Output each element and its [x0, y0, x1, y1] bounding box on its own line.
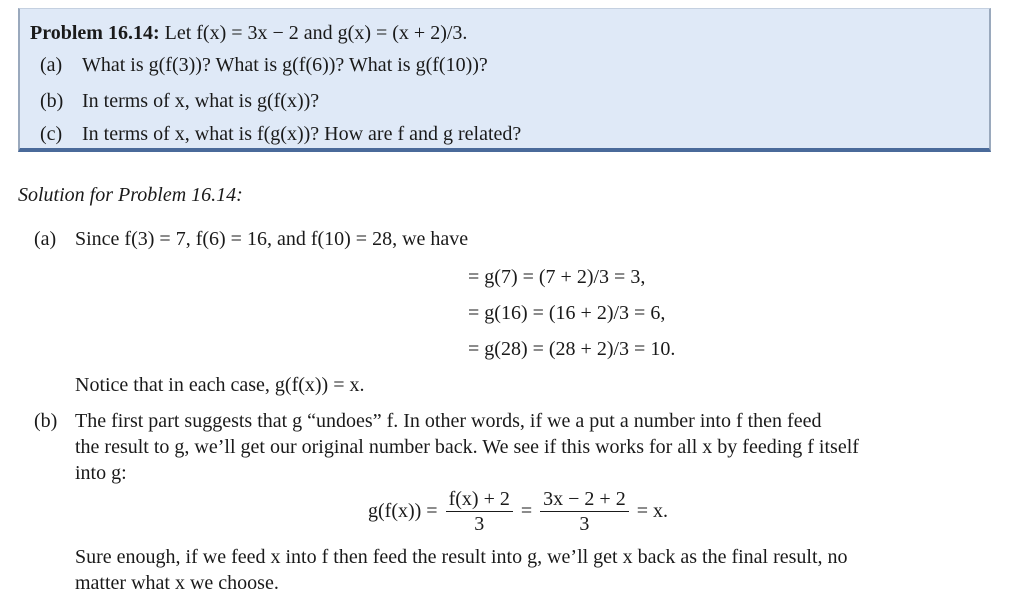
solution-part-a-note: Notice that in each case, g(f(x)) = x. — [75, 374, 365, 396]
solution-part-a-label: (a) — [34, 228, 57, 250]
equation-rhs: = g(16) = (16 + 2)/3 = 6, — [468, 302, 666, 324]
solution-part-a-intro: Since f(3) = 7, f(6) = 16, and f(10) = 28, we have — [75, 228, 469, 250]
part-text: What is g(f(3))? What is g(f(6))? What is g(f(10))? — [82, 54, 488, 76]
fraction-denominator: 3 — [579, 513, 590, 535]
composition-equation — [368, 487, 668, 536]
part-text: In terms of x, what is g(f(x))? — [82, 90, 320, 112]
problem-statement: Let f(x) = 3x − 2 and g(x) = (x + 2)/3. — [164, 22, 468, 44]
problem-statement-line — [30, 21, 467, 45]
fraction-numerator: f(x) + 2 — [446, 487, 513, 512]
fraction-numerator: 3x − 2 + 2 — [540, 487, 629, 512]
fraction — [540, 487, 629, 536]
fraction — [446, 487, 513, 536]
part-label: (a) — [40, 54, 63, 76]
part-label: (b) — [40, 90, 64, 112]
solution-part-b-line: into g: — [75, 462, 127, 484]
solution-part-b-line: The first part suggests that g “undoes” f. In other words, if we a put a number into f then feed — [75, 410, 822, 432]
equation-rhs: = g(28) = (28 + 2)/3 = 10. — [468, 338, 676, 360]
part-label: (c) — [40, 123, 63, 145]
solution-part-b-label: (b) — [34, 410, 58, 432]
fraction-denominator: 3 — [474, 513, 485, 535]
solution-part-b-conclusion: matter what x we choose. — [75, 572, 279, 594]
problem-title: Problem 16.14: — [30, 22, 160, 44]
equation-lhs: g(f(x)) = — [368, 500, 438, 522]
equation-rhs: = g(7) = (7 + 2)/3 = 3, — [468, 266, 646, 288]
solution-heading: Solution for Problem 16.14: — [18, 184, 243, 206]
equals-sign: = — [520, 500, 533, 522]
equation-result: = x. — [636, 500, 668, 522]
solution-part-b-conclusion: Sure enough, if we feed x into f then feed the result into g, we’ll get x back as the final result, no — [75, 546, 848, 568]
solution-part-b-line: the result to g, we’ll get our original number back. We see if this works for all x by feeding f itself — [75, 436, 859, 458]
part-text: In terms of x, what is f(g(x))? How are f and g related? — [82, 123, 522, 145]
problem-box — [18, 8, 991, 152]
